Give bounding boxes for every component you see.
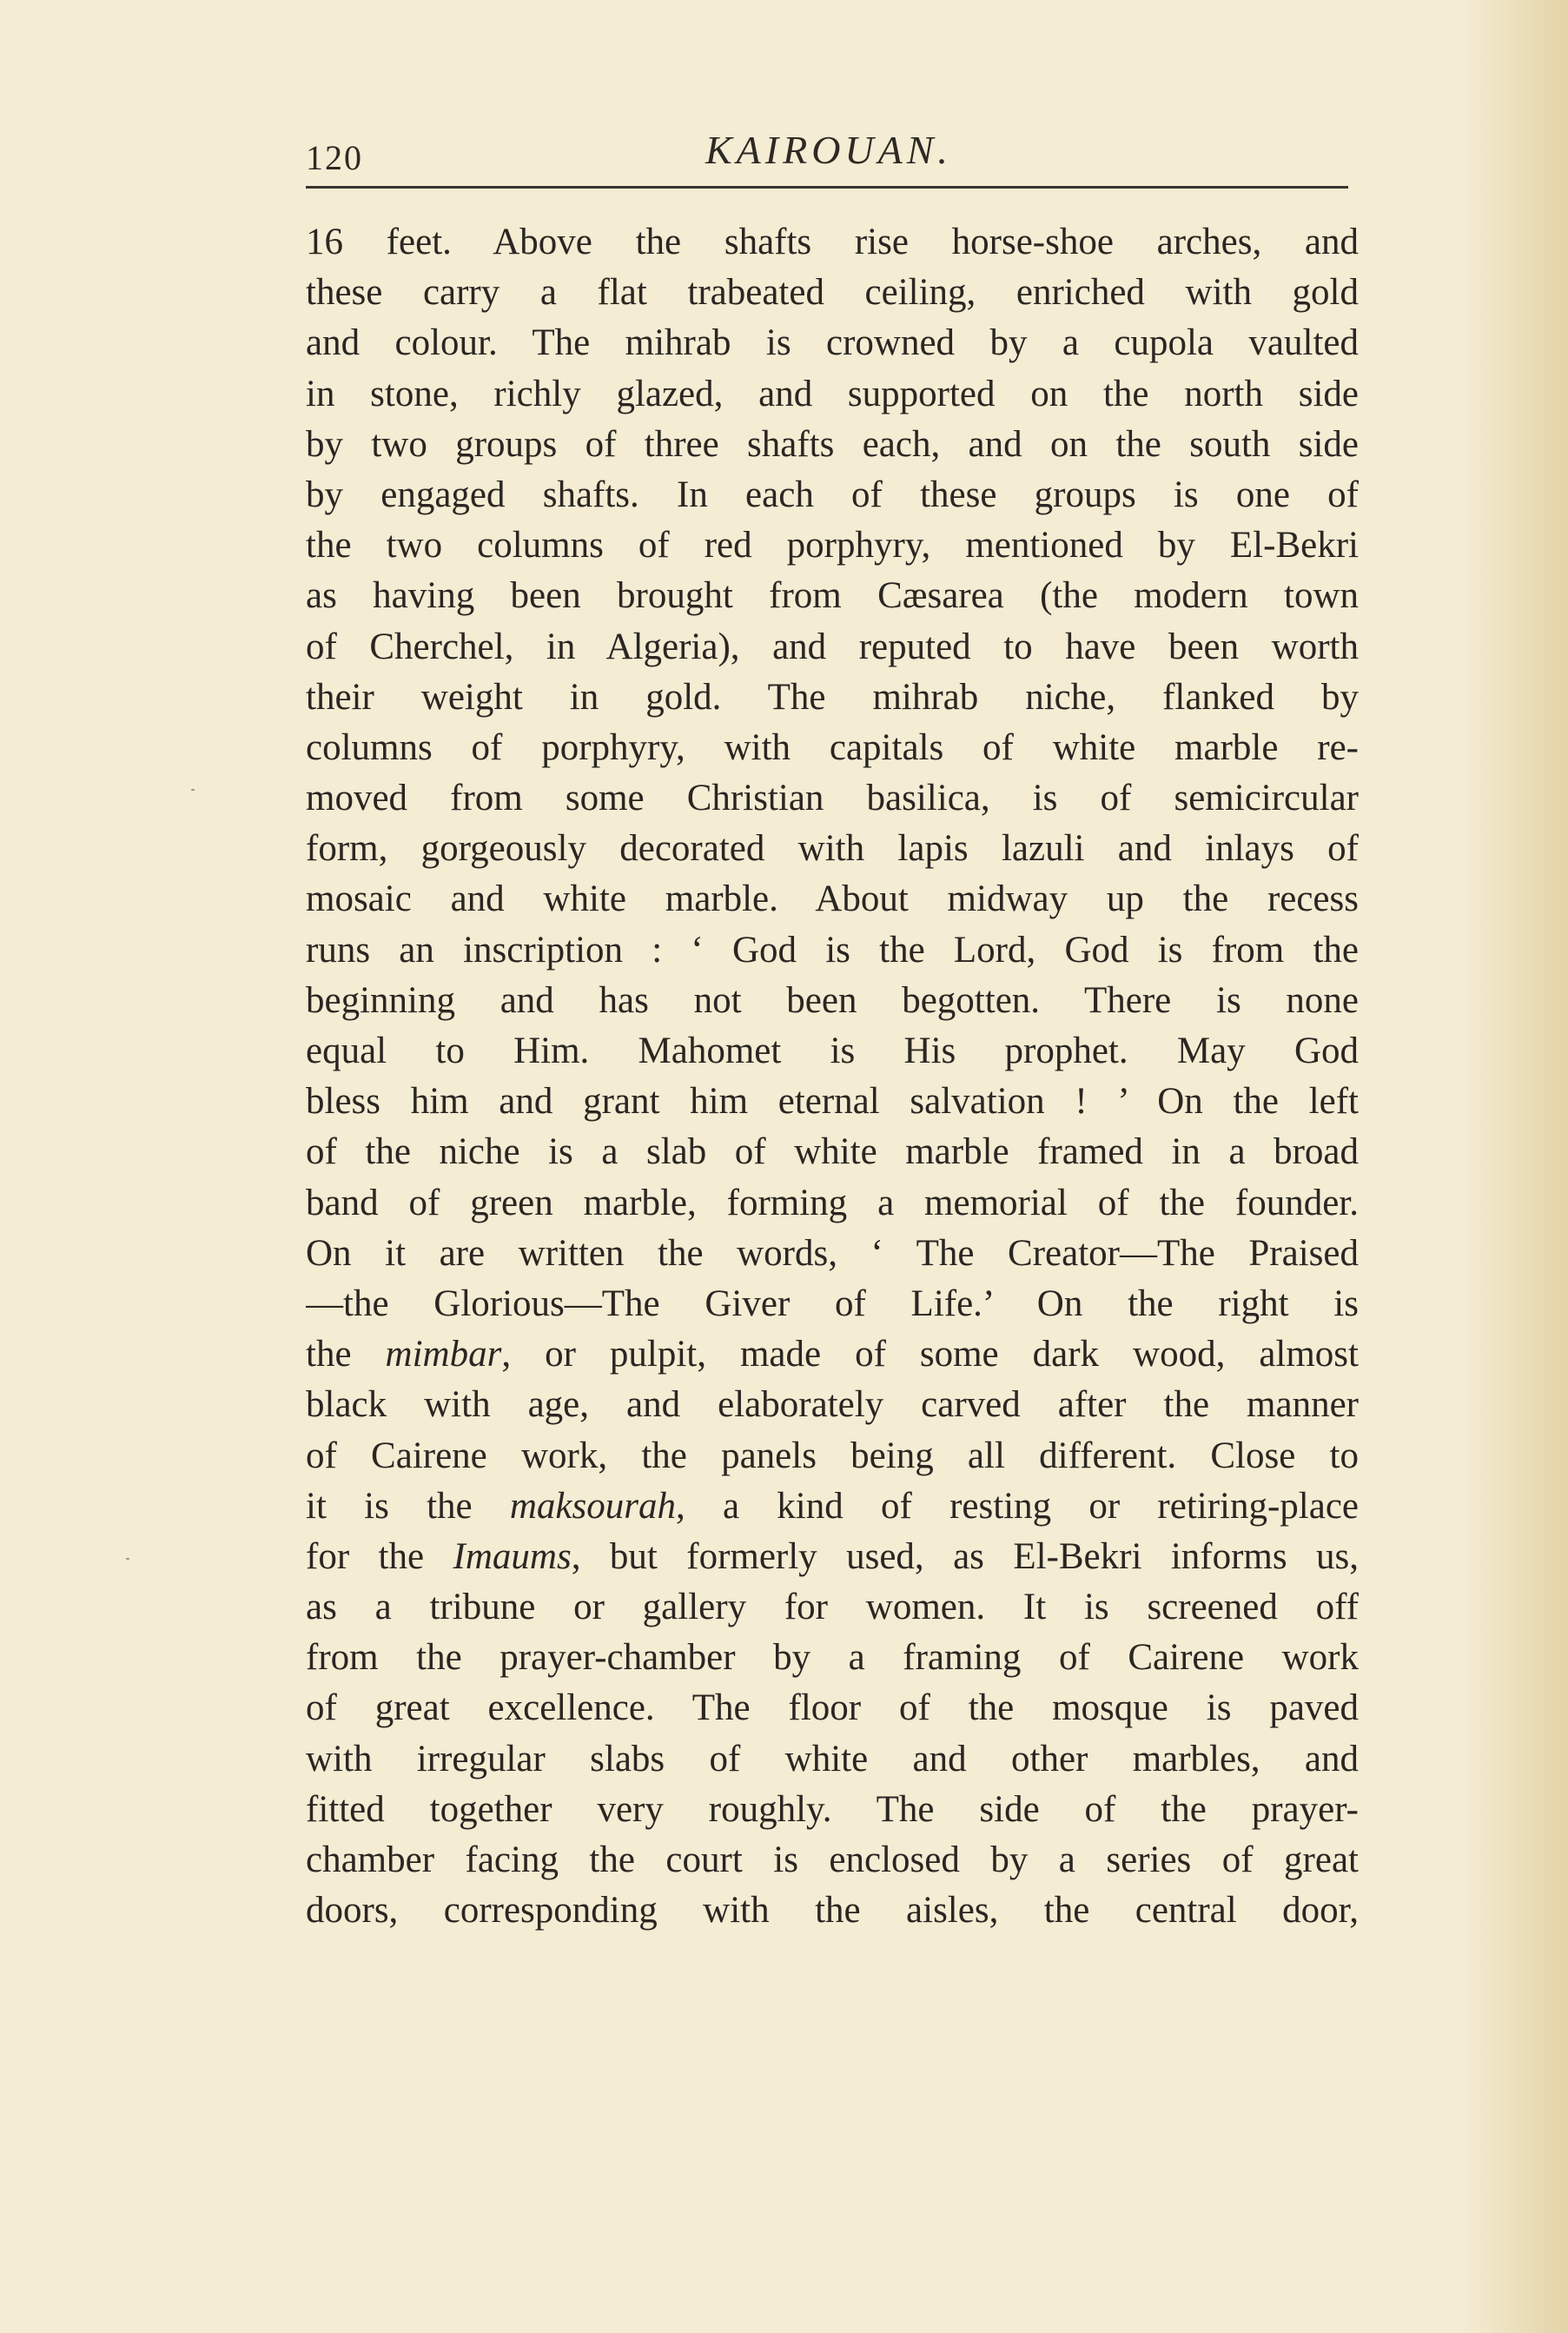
text-line xyxy=(306,1229,1359,1279)
text-line xyxy=(306,1532,1359,1582)
text-segment: for the xyxy=(306,1535,453,1577)
text-line xyxy=(306,874,1359,925)
text-segment: mosaic and white marble. About midway up the recess xyxy=(306,878,1359,920)
italic-term: mimbar xyxy=(385,1334,502,1375)
paper-speck xyxy=(191,789,195,791)
text-segment: by two groups of three shafts each, and on the south side xyxy=(306,423,1359,465)
text-line xyxy=(306,1077,1359,1127)
text-line xyxy=(306,1127,1359,1177)
text-line xyxy=(306,1329,1359,1380)
text-line xyxy=(306,976,1359,1026)
text-segment: , but formerly used, as El-Bekri informs us, xyxy=(571,1535,1359,1577)
text-segment: their weight in gold. The mihrab niche, flanked by xyxy=(306,676,1359,718)
text-line xyxy=(306,470,1359,520)
text-segment: —the Glorious—The Giver of Life.’ On the right is xyxy=(306,1282,1359,1324)
italic-term: Imaums xyxy=(453,1535,572,1577)
text-segment: beginning and has not been begotten. There is none xyxy=(306,979,1359,1021)
text-segment: these carry a flat trabeated ceiling, enriched with gold xyxy=(306,272,1359,314)
text-line xyxy=(306,925,1359,976)
text-line xyxy=(306,1734,1359,1785)
text-segment: the two columns of red porphyry, mentioned by El-Bekri xyxy=(306,525,1359,567)
text-line xyxy=(306,318,1359,368)
text-segment: moved from some Christian basilica, is of semicircular xyxy=(306,778,1359,819)
text-segment: columns of porphyry, with capitals of white marble re- xyxy=(306,726,1359,768)
page-header xyxy=(306,122,1348,182)
text-segment: as having been brought from Cæsarea (the modern town xyxy=(306,575,1359,617)
text-segment: equal to Him. Mahomet is His prophet. May God xyxy=(306,1031,1359,1071)
text-segment: with irregular slabs of white and other marbles, and xyxy=(306,1738,1359,1780)
text-segment: black with age, and elaborately carved after the manner xyxy=(306,1384,1359,1426)
text-line xyxy=(306,1481,1359,1532)
text-line xyxy=(306,1380,1359,1430)
text-segment: On it are written the words, ‘ The Creator—The Praised xyxy=(306,1232,1359,1274)
text-line xyxy=(306,520,1359,571)
text-line xyxy=(306,268,1359,318)
text-segment: fitted together very roughly. The side of the prayer- xyxy=(306,1788,1359,1830)
text-line xyxy=(306,420,1359,470)
running-head: KAIROUAN. xyxy=(705,128,952,172)
text-segment: 16 feet. Above the shafts rise horse-shoe arches, and xyxy=(306,222,1359,262)
text-segment: of Cherchel, in Algeria), and reputed to have been worth xyxy=(306,626,1359,667)
text-segment: doors, corresponding with the aisles, the central door, xyxy=(306,1890,1359,1932)
text-line xyxy=(306,1026,1359,1077)
text-line xyxy=(306,723,1359,773)
text-segment: from the prayer-chamber by a framing of Cairene work xyxy=(306,1637,1359,1679)
text-segment: of great excellence. The floor of the mosque is paved xyxy=(306,1687,1359,1729)
text-line xyxy=(306,369,1359,420)
italic-term: maksourah xyxy=(509,1485,676,1527)
text-line xyxy=(306,1582,1359,1633)
text-line xyxy=(306,1785,1359,1835)
text-line xyxy=(306,571,1359,621)
text-segment: , or pulpit, made of some dark wood, almost xyxy=(501,1334,1359,1375)
text-line xyxy=(306,773,1359,824)
text-segment: chamber facing the court is enclosed by a series of great xyxy=(306,1839,1359,1880)
text-segment: it is the xyxy=(306,1485,510,1527)
text-line xyxy=(306,1683,1359,1733)
text-segment: band of green marble, forming a memorial of the founder. xyxy=(306,1182,1359,1223)
body-text xyxy=(306,217,1359,1936)
page-number: 120 xyxy=(306,138,363,177)
paper-speck xyxy=(126,1558,129,1560)
text-line xyxy=(306,1835,1359,1886)
text-segment: of Cairene work, the panels being all different. Close to xyxy=(306,1435,1359,1476)
text-segment: as a tribune or gallery for women. It is screened off xyxy=(306,1587,1359,1628)
text-segment: of the niche is a slab of white marble framed in a broad xyxy=(306,1131,1359,1173)
text-line xyxy=(306,1279,1359,1329)
text-segment: runs an inscription : ‘ God is the Lord, God is from the xyxy=(306,929,1359,971)
text-segment: and colour. The mihrab is crowned by a cupola vaulted xyxy=(306,322,1359,364)
text-segment: , a kind of resting or retiring-place xyxy=(675,1485,1359,1527)
text-segment: form, gorgeously decorated with lapis lazuli and inlays of xyxy=(306,828,1359,870)
text-line xyxy=(306,1886,1359,1936)
text-segment: the xyxy=(306,1334,386,1375)
header-rule xyxy=(306,186,1348,189)
text-line xyxy=(306,1431,1359,1481)
text-line xyxy=(306,824,1359,874)
text-line xyxy=(306,673,1359,723)
text-segment: bless him and grant him eternal salvation ! ’ On the left xyxy=(306,1081,1359,1123)
text-line xyxy=(306,1178,1359,1229)
text-line xyxy=(306,1633,1359,1683)
text-segment: by engaged shafts. In each of these groups is one of xyxy=(306,474,1359,515)
text-line xyxy=(306,622,1359,673)
text-line xyxy=(306,217,1359,268)
text-segment: in stone, richly glazed, and supported on the north side xyxy=(306,373,1359,414)
